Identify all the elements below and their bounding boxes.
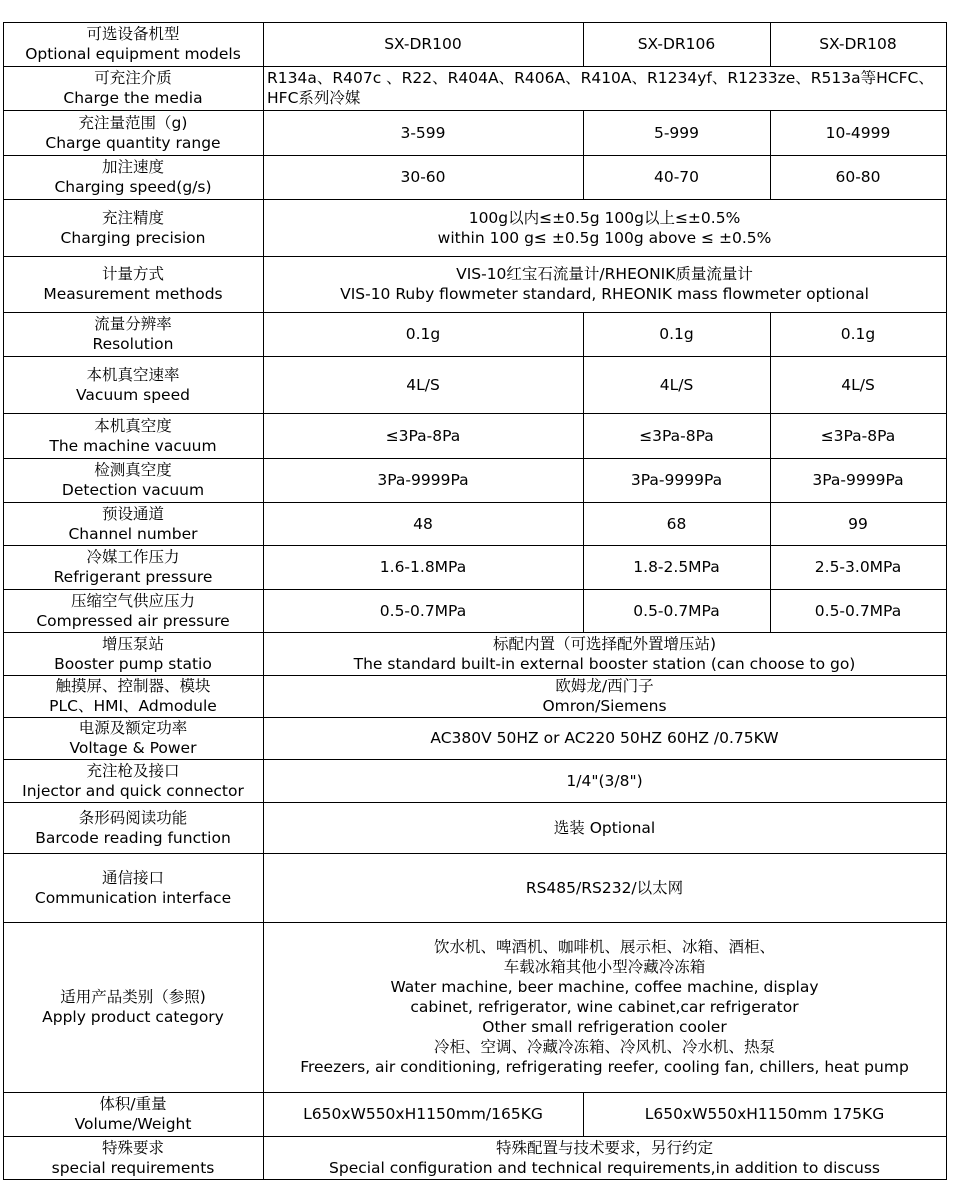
label-en: Resolution: [92, 335, 174, 353]
column-border: [770, 545, 771, 589]
value-sx-dr108: [774, 601, 942, 621]
value: L650xW550xH1150mm/165KG: [303, 1105, 543, 1123]
row-label-machvac: [7, 416, 259, 456]
label-cn: 可选设备机型: [86, 25, 180, 43]
value: 40-70: [653, 168, 700, 186]
value: 4L/S: [406, 375, 440, 394]
value-line: 标配内置（可选择配外置增压站): [492, 634, 717, 653]
value: 3Pa-9999Pa: [377, 471, 469, 489]
value-line: 冷柜、空调、冷藏冷冻箱、冷风机、冷水机、热泵: [433, 1038, 775, 1056]
value: SX-DR100: [384, 35, 462, 53]
value-apply: [267, 937, 942, 1077]
row-border: [3, 545, 947, 546]
value: 0.5-0.7MPa: [379, 601, 467, 620]
value-sx-dr100: [267, 601, 579, 621]
row-label-speed: [7, 157, 259, 197]
row-label-media: [7, 68, 259, 108]
label-en: Refrigerant pressure: [53, 568, 213, 586]
value-line: VIS-10红宝石流量计/RHEONIK质量流量计: [456, 265, 753, 283]
label-en: Vacuum speed: [76, 385, 190, 404]
value: 48: [413, 514, 433, 533]
row-label-plc: [7, 676, 259, 716]
value-line: Freezers, air conditioning, refrigerating reefer, cooling fan, chillers, heat pump: [300, 1058, 909, 1076]
value: 60-80: [835, 168, 881, 186]
label-cn: 特殊要求: [101, 1138, 164, 1157]
column-border: [583, 312, 584, 356]
value-sx-dr108: [774, 426, 942, 446]
value: 0.1g: [840, 325, 876, 343]
value-line: 选装 Optional: [553, 818, 656, 837]
value-line: VIS-10 Ruby flowmeter standard, RHEONIK mass flowmeter optional: [340, 285, 869, 303]
label-cn: 冷媒工作压力: [86, 548, 180, 566]
column-border: [583, 589, 584, 632]
label-cn: 触摸屏、控制器、模块: [55, 677, 211, 695]
label-cn: 增压泵站: [101, 634, 164, 653]
value-sx-dr100: [267, 375, 579, 395]
value: 0.5-0.7MPa: [633, 601, 720, 620]
row-label-resolution: [7, 314, 259, 354]
row-label-booster: [7, 634, 259, 674]
column-border: [770, 502, 771, 545]
value: 10-4999: [825, 123, 891, 142]
label-cn: 适用产品类别（参照): [60, 988, 206, 1006]
value-line: Omron/Siemens: [542, 697, 667, 715]
column-border: [583, 155, 584, 199]
value: ≤3Pa-8Pa: [820, 426, 896, 445]
row-border: [3, 312, 947, 313]
value-plc: [267, 676, 942, 716]
label-cn: 压缩空气供应压力: [70, 591, 195, 610]
value-sx-dr108: [774, 375, 942, 395]
value-sx-dr108: [774, 34, 942, 54]
label-en: Barcode reading function: [35, 828, 231, 847]
value: 30-60: [400, 168, 446, 186]
column-border: [583, 413, 584, 458]
label-en: Voltage & Power: [69, 739, 197, 757]
value-sx-dr108: [774, 123, 942, 143]
row-label-volume: [7, 1094, 259, 1134]
column-border: [583, 356, 584, 413]
label-cn: 通信接口: [101, 868, 164, 887]
value-injector: [267, 771, 942, 791]
value-line: cabinet, refrigerator, wine cabinet,car refrigerator: [410, 998, 799, 1016]
label-en: Optional equipment models: [25, 45, 241, 63]
label-cn: 流量分辨率: [94, 315, 172, 333]
row-label-precision: [7, 208, 259, 248]
value-booster: [267, 634, 942, 674]
row-label-comm: [7, 868, 259, 908]
row-label-detvac: [7, 460, 259, 500]
label-cn: 检测真空度: [94, 461, 172, 479]
row-label-vacspeed: [7, 365, 259, 405]
value-line: Special configuration and technical requirements,in addition to discuss: [329, 1158, 880, 1177]
value-sx-dr106: [587, 470, 766, 490]
row-border: [3, 356, 947, 357]
row-label-apply: [7, 987, 259, 1027]
value: 3-599: [400, 123, 446, 142]
value-sx-dr100: [267, 324, 579, 344]
value: 2.5-3.0MPa: [814, 558, 902, 576]
value: 5-999: [653, 123, 700, 142]
label-en: Charge quantity range: [45, 133, 221, 152]
value-line: 欧姆龙/西门子: [555, 677, 654, 695]
label-cn: 充注枪及接口: [86, 761, 180, 780]
value-sx-dr100: [267, 470, 579, 490]
value-sx-dr106: [587, 167, 766, 187]
label-en: Apply product category: [42, 1008, 224, 1026]
value-sx-dr100: [267, 123, 579, 143]
label-cn: 电源及额定功率: [78, 719, 188, 737]
row-border: [3, 802, 947, 803]
label-cn: 充注量范围（g): [78, 113, 188, 132]
row-border: [3, 199, 947, 200]
value-sx-dr106: [587, 123, 766, 143]
value-line: RS485/RS232/以太网: [525, 878, 684, 897]
column-border: [583, 458, 584, 502]
row-border: [3, 66, 947, 67]
value-line: The standard built-in external booster station (can choose to go): [353, 654, 856, 673]
value: 99: [848, 514, 868, 533]
column-border: [583, 110, 584, 155]
value: 1.6-1.8MPa: [379, 558, 467, 576]
column-border: [770, 589, 771, 632]
value-sx-dr106-108: [587, 1104, 942, 1124]
value: 3Pa-9999Pa: [630, 471, 723, 489]
value-line: Other small refrigeration cooler: [482, 1018, 727, 1036]
value-sx-dr100: [267, 34, 579, 54]
value-line: Water machine, beer machine, coffee machine, display: [390, 978, 819, 996]
value: 3Pa-9999Pa: [812, 471, 904, 489]
value-power: [267, 728, 942, 748]
label-en: Injector and quick connector: [22, 781, 244, 800]
label-cn: 体积/重量: [99, 1095, 167, 1113]
value-barcode: [267, 818, 942, 838]
value-line: 饮水机、啤酒机、咖啡机、展示柜、冰箱、酒柜、: [433, 938, 775, 956]
value-precision: [267, 208, 942, 248]
row-border: [3, 1179, 947, 1180]
label-en: Charging speed(g/s): [54, 178, 212, 196]
row-label-refpress: [7, 547, 259, 587]
row-label-barcode: [7, 808, 259, 848]
label-en: PLC、HMI、Admodule: [49, 697, 217, 715]
label-en: Booster pump statio: [54, 654, 212, 673]
value-special: [267, 1138, 942, 1178]
row-border: [3, 458, 947, 459]
column-border: [770, 22, 771, 66]
row-label-power: [7, 718, 259, 758]
row-label-airpress: [7, 591, 259, 631]
value: SX-DR106: [637, 35, 716, 53]
value-line: 1/4"(3/8"): [566, 771, 643, 790]
column-border: [583, 22, 584, 66]
value-media: [267, 68, 942, 108]
label-en: Detection vacuum: [61, 481, 205, 499]
label-cn: 本机真空度: [94, 416, 172, 435]
value-sx-dr106: [587, 514, 766, 534]
label-en: Channel number: [68, 524, 198, 543]
column-border: [583, 545, 584, 589]
column-border: [770, 458, 771, 502]
value-sx-dr108: [774, 470, 942, 490]
value-line: AC380V 50HZ or AC220 50HZ 60HZ /0.75KW: [430, 729, 779, 747]
row-border: [3, 1092, 947, 1093]
column-border: [770, 110, 771, 155]
value-line: 车载冰箱其他小型冷藏冷冻箱: [503, 958, 706, 976]
value-sx-dr106: [587, 34, 766, 54]
value-sx-dr108: [774, 514, 942, 534]
label-cn: 预设通道: [101, 504, 164, 523]
row-border: [3, 155, 947, 156]
value-sx-dr108: [774, 557, 942, 577]
value-sx-dr106: [587, 601, 766, 621]
row-label-model: [7, 24, 259, 64]
label-cn: 可充注介质: [94, 69, 172, 87]
label-en: Communication interface: [34, 888, 232, 907]
row-border: [3, 110, 947, 111]
value: ≤3Pa-8Pa: [385, 426, 461, 445]
value-line: within 100 g≤ ±0.5g 100g above ≤ ±0.5%: [437, 228, 772, 247]
value: 0.1g: [659, 325, 694, 343]
value-sx-dr108: [774, 167, 942, 187]
value-sx-dr100: [267, 426, 579, 446]
value-sx-dr100: [267, 1104, 579, 1124]
column-border: [946, 22, 947, 1180]
value-sx-dr106: [587, 557, 766, 577]
column-border: [263, 22, 264, 1180]
row-label-channel: [7, 504, 259, 544]
row-border: [3, 22, 947, 23]
column-border: [583, 502, 584, 545]
column-border: [583, 1092, 584, 1136]
value-sx-dr106: [587, 324, 766, 344]
value-sx-dr106: [587, 375, 766, 395]
label-en: Charging precision: [60, 228, 206, 247]
value: 0.1g: [405, 325, 441, 343]
label-cn: 加注速度: [101, 158, 164, 176]
value-sx-dr108: [774, 324, 942, 344]
column-border: [770, 413, 771, 458]
value-line: 特殊配置与技术要求，另行约定: [495, 1138, 713, 1157]
row-label-injector: [7, 761, 259, 801]
value-sx-dr100: [267, 514, 579, 534]
value-line: 100g以内≤±0.5g 100g以上≤±0.5%: [468, 208, 741, 227]
value: L650xW550xH1150mm 175KG: [644, 1105, 885, 1123]
label-en: Volume/Weight: [74, 1115, 192, 1133]
value: 1.8-2.5MPa: [633, 558, 720, 576]
row-label-special: [7, 1138, 259, 1178]
column-border: [3, 22, 4, 1180]
column-border: [770, 155, 771, 199]
row-border: [3, 922, 947, 923]
value-line: R134a、R407c 、R22、R404A、R406A、R410A、R1234yf、R1233ze、R513a等HCFC、: [267, 69, 934, 87]
label-cn: 本机真空速率: [86, 365, 180, 384]
value-line: HFC系列冷媒: [267, 89, 361, 107]
label-en: special requirements: [51, 1158, 215, 1177]
value-sx-dr106: [587, 426, 766, 446]
label-en: Measurement methods: [43, 285, 223, 303]
value: 0.5-0.7MPa: [814, 601, 902, 620]
value-comm: [267, 878, 942, 898]
label-en: Compressed air pressure: [36, 611, 230, 630]
column-border: [770, 356, 771, 413]
row-label-range: [7, 113, 259, 153]
label-cn: 条形码阅读功能: [78, 808, 188, 827]
value: 68: [666, 514, 687, 533]
value: SX-DR108: [819, 35, 897, 53]
column-border: [770, 312, 771, 356]
label-cn: 充注精度: [101, 208, 164, 227]
label-en: The machine vacuum: [49, 436, 217, 455]
value: 4L/S: [841, 375, 875, 394]
label-cn: 计量方式: [101, 265, 164, 283]
value-measure: [267, 264, 942, 304]
value: 4L/S: [659, 375, 694, 394]
row-label-measure: [7, 264, 259, 304]
value-sx-dr100: [267, 557, 579, 577]
row-border: [3, 413, 947, 414]
row-border: [3, 256, 947, 257]
value-sx-dr100: [267, 167, 579, 187]
row-border: [3, 853, 947, 854]
label-en: Charge the media: [63, 89, 203, 107]
value: ≤3Pa-8Pa: [639, 426, 714, 445]
